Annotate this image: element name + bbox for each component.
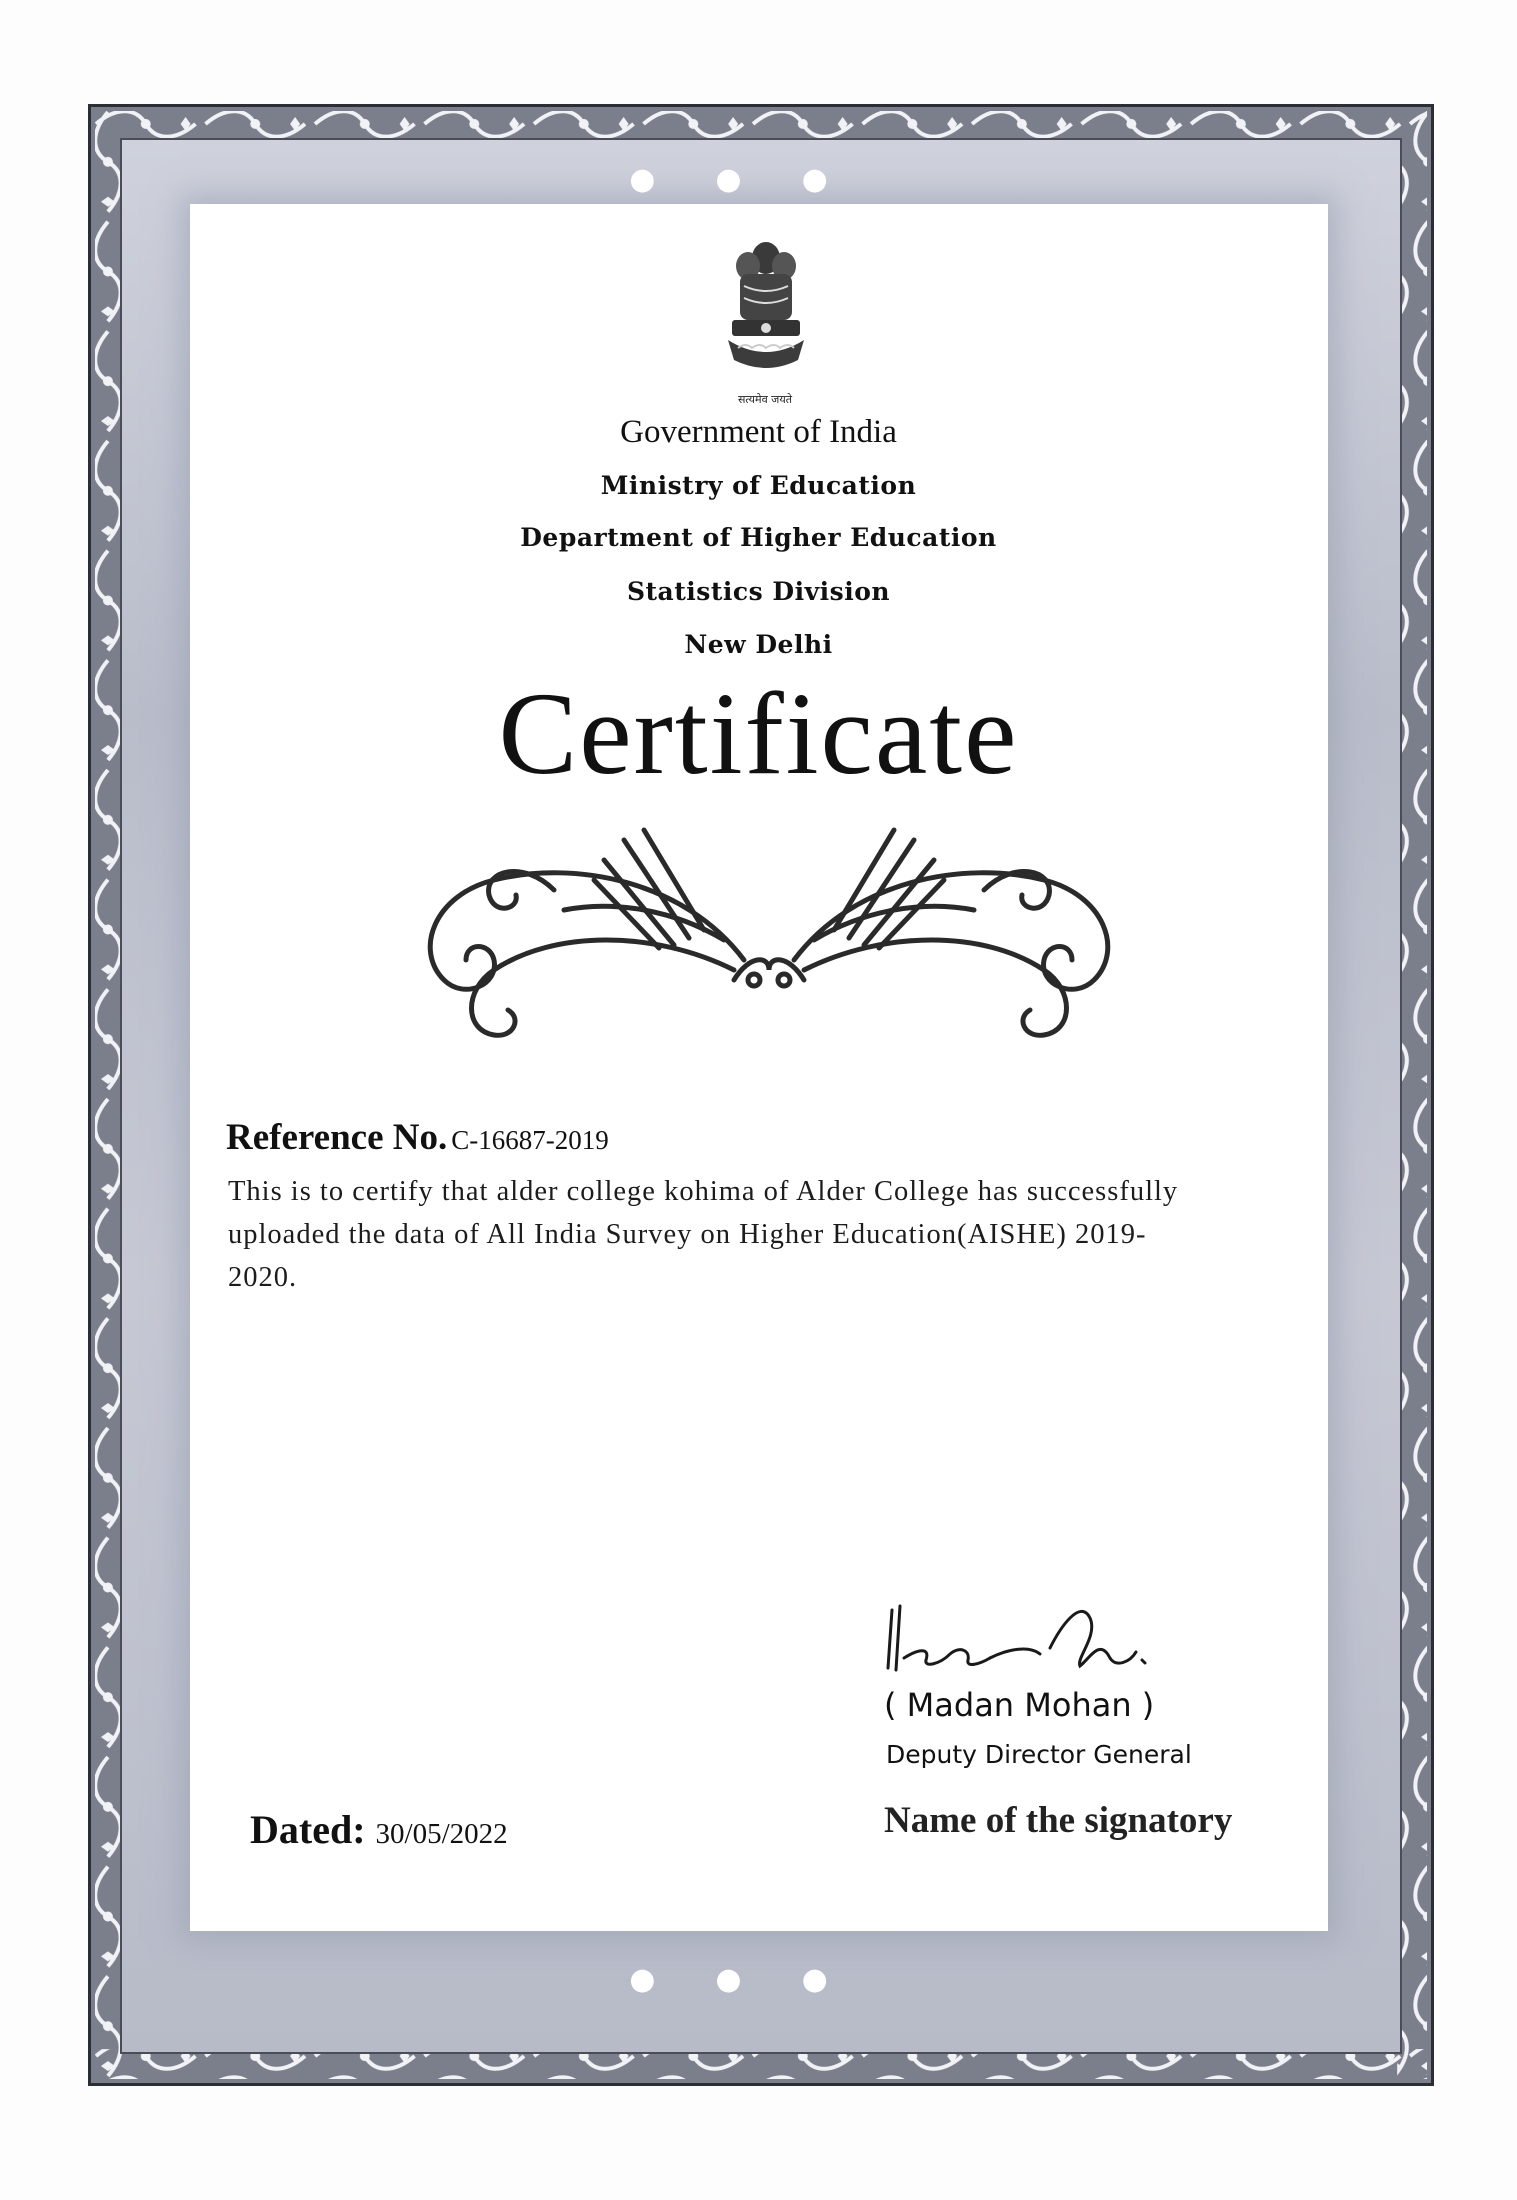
- reference-label: Reference No.: [226, 1117, 448, 1158]
- dated-line: [250, 1806, 508, 1853]
- top-dots: ●●●: [629, 162, 888, 197]
- reference-number: [226, 1116, 609, 1159]
- national-emblem-icon: [718, 236, 814, 386]
- dated-label: Dated:: [250, 1807, 366, 1852]
- signatory-name: ( Madan Mohan ): [884, 1686, 1155, 1724]
- body-line-3: 2020.: [228, 1262, 298, 1293]
- certificate-body: [228, 1170, 1328, 1299]
- ministry-heading: Ministry of Education: [600, 471, 917, 500]
- dated-value: 30/05/2022: [375, 1818, 508, 1850]
- signatory-designation: Deputy Director General: [886, 1740, 1192, 1769]
- city-heading: New Delhi: [684, 630, 833, 659]
- department-heading: Department of Higher Education: [520, 523, 997, 552]
- body-line-1: This is to certify that alder college kohima of Alder College has successfully: [228, 1176, 1179, 1207]
- certificate-title: Certificate: [498, 668, 1019, 799]
- signatory-label: Name of the signatory: [884, 1800, 1233, 1841]
- handwritten-signature: [880, 1588, 1170, 1678]
- reference-value: C-16687-2019: [451, 1125, 609, 1155]
- division-heading: Statistics Division: [626, 577, 891, 606]
- bottom-dots: ●●●: [629, 1962, 888, 1997]
- government-heading: Government of India: [620, 414, 897, 450]
- body-line-2: uploaded the data of All India Survey on Higher Education(AISHE) 2019-: [228, 1219, 1147, 1250]
- emblem-motto: सत्यमेव जयते: [737, 393, 792, 406]
- flourish-ornament-icon: [404, 820, 1134, 1048]
